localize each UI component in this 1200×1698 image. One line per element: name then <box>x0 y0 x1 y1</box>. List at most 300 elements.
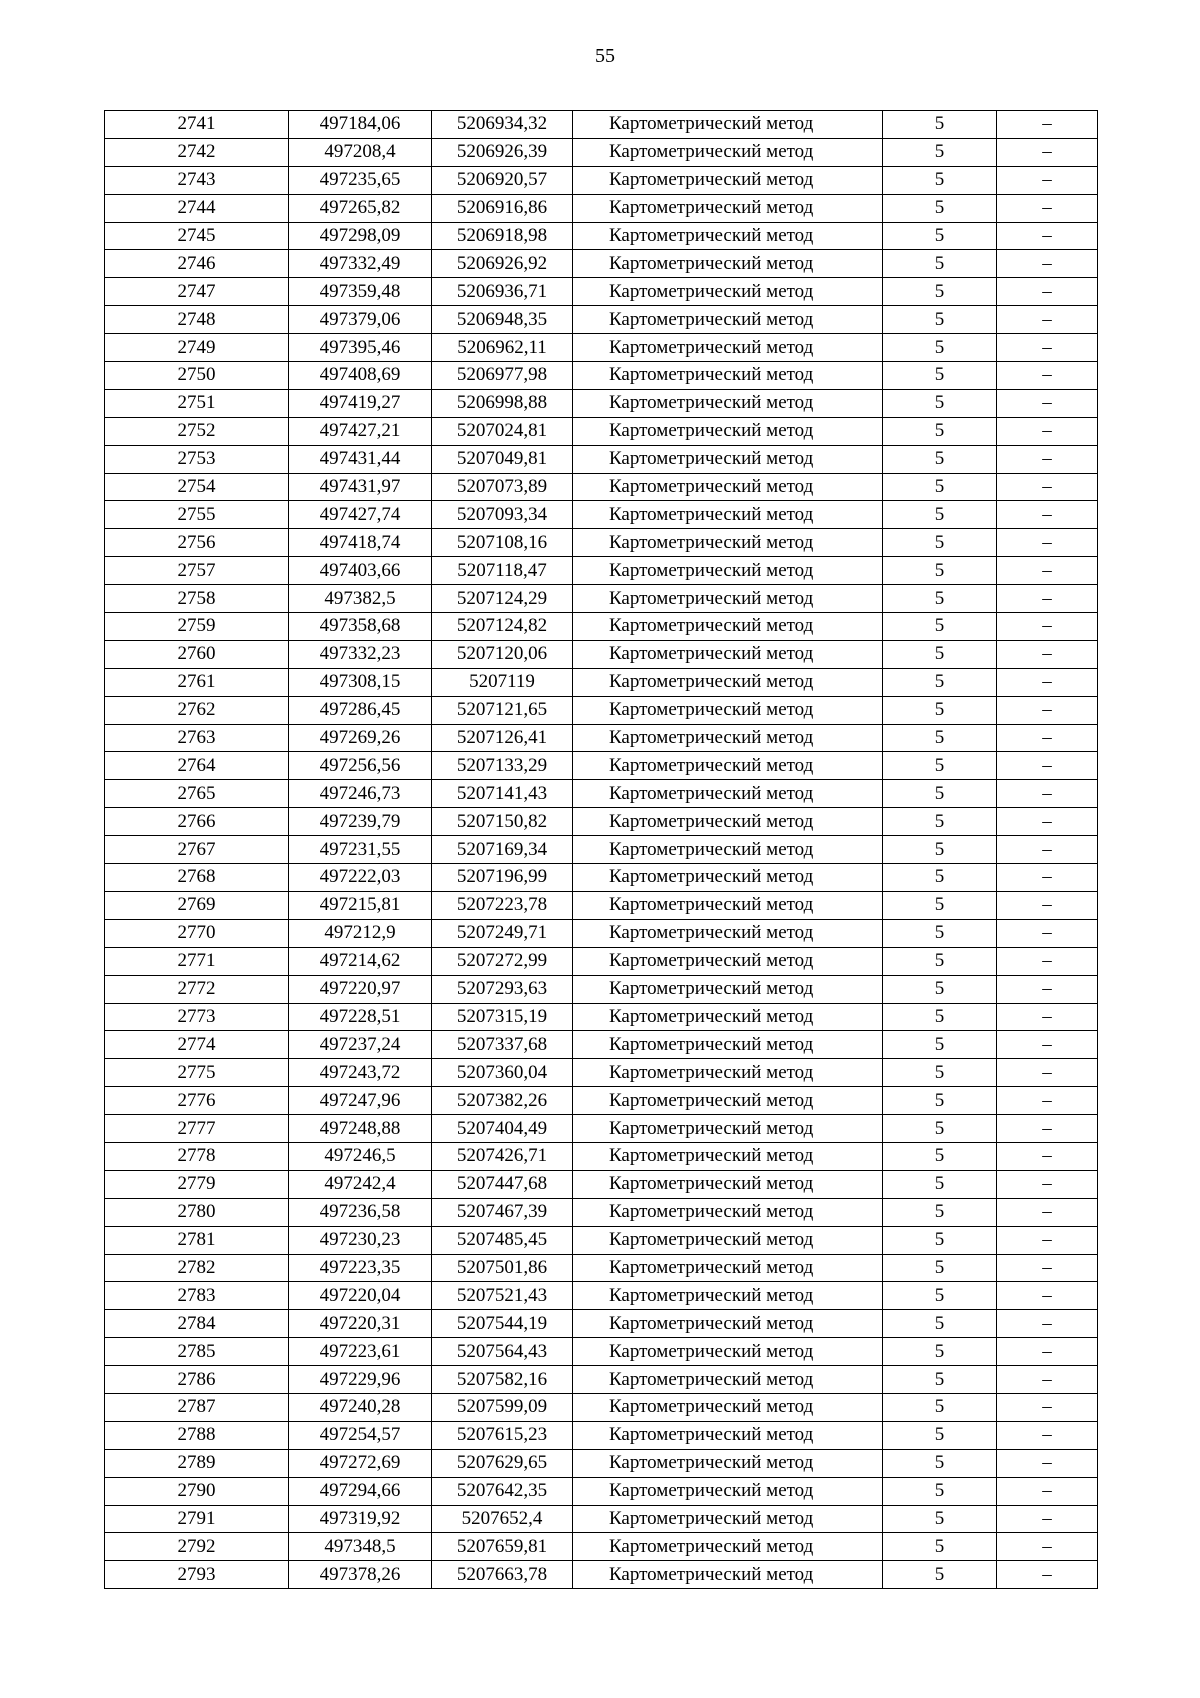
description-cell: – <box>997 891 1098 919</box>
description-cell: – <box>997 1087 1098 1115</box>
method-cell: Картометрический метод <box>573 864 883 892</box>
point-number-cell: 2787 <box>105 1393 289 1421</box>
x-coordinate-cell: 497359,48 <box>289 278 432 306</box>
description-cell: – <box>997 696 1098 724</box>
x-coordinate-cell: 497246,5 <box>289 1142 432 1170</box>
table-row <box>105 473 1098 501</box>
precision-cell: 5 <box>883 1226 997 1254</box>
description-cell: – <box>997 1505 1098 1533</box>
method-cell: Картометрический метод <box>573 473 883 501</box>
point-number-cell: 2773 <box>105 1003 289 1031</box>
table-row <box>105 696 1098 724</box>
description-cell: – <box>997 445 1098 473</box>
method-cell: Картометрический метод <box>573 389 883 417</box>
table-row <box>105 585 1098 613</box>
precision-cell: 5 <box>883 111 997 139</box>
table-row <box>105 975 1098 1003</box>
x-coordinate-cell: 497298,09 <box>289 222 432 250</box>
description-cell: – <box>997 1226 1098 1254</box>
method-cell: Картометрический метод <box>573 752 883 780</box>
point-number-cell: 2784 <box>105 1310 289 1338</box>
x-coordinate-cell: 497286,45 <box>289 696 432 724</box>
y-coordinate-cell: 5206936,71 <box>432 278 573 306</box>
table-row <box>105 557 1098 585</box>
y-coordinate-cell: 5207118,47 <box>432 557 573 585</box>
point-number-cell: 2775 <box>105 1059 289 1087</box>
method-cell: Картометрический метод <box>573 1338 883 1366</box>
y-coordinate-cell: 5207119 <box>432 668 573 696</box>
method-cell: Картометрический метод <box>573 668 883 696</box>
precision-cell: 5 <box>883 1533 997 1561</box>
y-coordinate-cell: 5207124,29 <box>432 585 573 613</box>
table-row <box>105 1477 1098 1505</box>
description-cell: – <box>997 250 1098 278</box>
point-number-cell: 2741 <box>105 111 289 139</box>
y-coordinate-cell: 5207663,78 <box>432 1561 573 1589</box>
point-number-cell: 2776 <box>105 1087 289 1115</box>
precision-cell: 5 <box>883 975 997 1003</box>
method-cell: Картометрический метод <box>573 1087 883 1115</box>
y-coordinate-cell: 5207404,49 <box>432 1115 573 1143</box>
point-number-cell: 2757 <box>105 557 289 585</box>
y-coordinate-cell: 5207426,71 <box>432 1142 573 1170</box>
x-coordinate-cell: 497294,66 <box>289 1477 432 1505</box>
x-coordinate-cell: 497223,35 <box>289 1254 432 1282</box>
table-row <box>105 529 1098 557</box>
description-cell: – <box>997 1142 1098 1170</box>
x-coordinate-cell: 497332,23 <box>289 640 432 668</box>
method-cell: Картометрический метод <box>573 1282 883 1310</box>
description-cell: – <box>997 417 1098 445</box>
description-cell: – <box>997 1561 1098 1589</box>
point-number-cell: 2772 <box>105 975 289 1003</box>
table-row <box>105 1115 1098 1143</box>
point-number-cell: 2767 <box>105 836 289 864</box>
precision-cell: 5 <box>883 1282 997 1310</box>
x-coordinate-cell: 497184,06 <box>289 111 432 139</box>
description-cell: – <box>997 222 1098 250</box>
point-number-cell: 2751 <box>105 389 289 417</box>
x-coordinate-cell: 497382,5 <box>289 585 432 613</box>
table-row <box>105 1310 1098 1338</box>
precision-cell: 5 <box>883 1059 997 1087</box>
method-cell: Картометрический метод <box>573 1561 883 1589</box>
precision-cell: 5 <box>883 166 997 194</box>
description-cell: – <box>997 473 1098 501</box>
table-row <box>105 864 1098 892</box>
y-coordinate-cell: 5206977,98 <box>432 362 573 390</box>
method-cell: Картометрический метод <box>573 808 883 836</box>
y-coordinate-cell: 5207521,43 <box>432 1282 573 1310</box>
table-row <box>105 501 1098 529</box>
method-cell: Картометрический метод <box>573 1505 883 1533</box>
table-row <box>105 780 1098 808</box>
y-coordinate-cell: 5206998,88 <box>432 389 573 417</box>
x-coordinate-cell: 497220,04 <box>289 1282 432 1310</box>
method-cell: Картометрический метод <box>573 1393 883 1421</box>
point-number-cell: 2786 <box>105 1366 289 1394</box>
x-coordinate-cell: 497395,46 <box>289 334 432 362</box>
table-row <box>105 1282 1098 1310</box>
description-cell: – <box>997 613 1098 641</box>
point-number-cell: 2745 <box>105 222 289 250</box>
precision-cell: 5 <box>883 473 997 501</box>
precision-cell: 5 <box>883 752 997 780</box>
coordinates-table-body <box>105 111 1098 1589</box>
method-cell: Картометрический метод <box>573 975 883 1003</box>
y-coordinate-cell: 5207126,41 <box>432 724 573 752</box>
table-row <box>105 222 1098 250</box>
y-coordinate-cell: 5207501,86 <box>432 1254 573 1282</box>
x-coordinate-cell: 497418,74 <box>289 529 432 557</box>
precision-cell: 5 <box>883 529 997 557</box>
point-number-cell: 2753 <box>105 445 289 473</box>
point-number-cell: 2750 <box>105 362 289 390</box>
y-coordinate-cell: 5206916,86 <box>432 194 573 222</box>
method-cell: Картометрический метод <box>573 1170 883 1198</box>
table-row <box>105 1449 1098 1477</box>
method-cell: Картометрический метод <box>573 919 883 947</box>
precision-cell: 5 <box>883 780 997 808</box>
method-cell: Картометрический метод <box>573 1254 883 1282</box>
point-number-cell: 2780 <box>105 1198 289 1226</box>
x-coordinate-cell: 497228,51 <box>289 1003 432 1031</box>
point-number-cell: 2761 <box>105 668 289 696</box>
method-cell: Картометрический метод <box>573 640 883 668</box>
method-cell: Картометрический метод <box>573 1198 883 1226</box>
method-cell: Картометрический метод <box>573 1477 883 1505</box>
x-coordinate-cell: 497269,26 <box>289 724 432 752</box>
point-number-cell: 2792 <box>105 1533 289 1561</box>
table-row <box>105 362 1098 390</box>
table-row <box>105 668 1098 696</box>
point-number-cell: 2777 <box>105 1115 289 1143</box>
description-cell: – <box>997 836 1098 864</box>
x-coordinate-cell: 497215,81 <box>289 891 432 919</box>
method-cell: Картометрический метод <box>573 1142 883 1170</box>
x-coordinate-cell: 497319,92 <box>289 1505 432 1533</box>
x-coordinate-cell: 497212,9 <box>289 919 432 947</box>
x-coordinate-cell: 497403,66 <box>289 557 432 585</box>
point-number-cell: 2783 <box>105 1282 289 1310</box>
table-row <box>105 613 1098 641</box>
table-row <box>105 138 1098 166</box>
method-cell: Картометрический метод <box>573 1449 883 1477</box>
table-row <box>105 194 1098 222</box>
precision-cell: 5 <box>883 334 997 362</box>
description-cell: – <box>997 1031 1098 1059</box>
method-cell: Картометрический метод <box>573 166 883 194</box>
table-row <box>105 808 1098 836</box>
point-number-cell: 2785 <box>105 1338 289 1366</box>
table-row <box>105 947 1098 975</box>
point-number-cell: 2759 <box>105 613 289 641</box>
point-number-cell: 2765 <box>105 780 289 808</box>
table-row <box>105 1421 1098 1449</box>
x-coordinate-cell: 497431,44 <box>289 445 432 473</box>
x-coordinate-cell: 497242,4 <box>289 1170 432 1198</box>
table-row <box>105 1338 1098 1366</box>
x-coordinate-cell: 497223,61 <box>289 1338 432 1366</box>
description-cell: – <box>997 808 1098 836</box>
point-number-cell: 2749 <box>105 334 289 362</box>
precision-cell: 5 <box>883 1170 997 1198</box>
precision-cell: 5 <box>883 222 997 250</box>
precision-cell: 5 <box>883 250 997 278</box>
y-coordinate-cell: 5207337,68 <box>432 1031 573 1059</box>
precision-cell: 5 <box>883 557 997 585</box>
x-coordinate-cell: 497256,56 <box>289 752 432 780</box>
table-row <box>105 111 1098 139</box>
precision-cell: 5 <box>883 1393 997 1421</box>
x-coordinate-cell: 497246,73 <box>289 780 432 808</box>
method-cell: Картометрический метод <box>573 417 883 445</box>
precision-cell: 5 <box>883 1087 997 1115</box>
precision-cell: 5 <box>883 613 997 641</box>
precision-cell: 5 <box>883 1198 997 1226</box>
x-coordinate-cell: 497229,96 <box>289 1366 432 1394</box>
y-coordinate-cell: 5207447,68 <box>432 1170 573 1198</box>
method-cell: Картометрический метод <box>573 1533 883 1561</box>
description-cell: – <box>997 1533 1098 1561</box>
method-cell: Картометрический метод <box>573 222 883 250</box>
table-row <box>105 1561 1098 1589</box>
point-number-cell: 2744 <box>105 194 289 222</box>
table-row <box>105 891 1098 919</box>
table-row <box>105 250 1098 278</box>
point-number-cell: 2743 <box>105 166 289 194</box>
description-cell: – <box>997 668 1098 696</box>
description-cell: – <box>997 1198 1098 1226</box>
table-row <box>105 306 1098 334</box>
description-cell: – <box>997 194 1098 222</box>
x-coordinate-cell: 497348,5 <box>289 1533 432 1561</box>
table-row <box>105 334 1098 362</box>
point-number-cell: 2747 <box>105 278 289 306</box>
table-row <box>105 836 1098 864</box>
table-row <box>105 1059 1098 1087</box>
point-number-cell: 2742 <box>105 138 289 166</box>
precision-cell: 5 <box>883 808 997 836</box>
precision-cell: 5 <box>883 640 997 668</box>
table-row <box>105 752 1098 780</box>
description-cell: – <box>997 1393 1098 1421</box>
description-cell: – <box>997 1449 1098 1477</box>
precision-cell: 5 <box>883 1142 997 1170</box>
y-coordinate-cell: 5207315,19 <box>432 1003 573 1031</box>
precision-cell: 5 <box>883 919 997 947</box>
precision-cell: 5 <box>883 724 997 752</box>
table-row <box>105 445 1098 473</box>
method-cell: Картометрический метод <box>573 445 883 473</box>
method-cell: Картометрический метод <box>573 1115 883 1143</box>
description-cell: – <box>997 919 1098 947</box>
method-cell: Картометрический метод <box>573 334 883 362</box>
x-coordinate-cell: 497220,97 <box>289 975 432 1003</box>
y-coordinate-cell: 5207652,4 <box>432 1505 573 1533</box>
point-number-cell: 2778 <box>105 1142 289 1170</box>
precision-cell: 5 <box>883 1505 997 1533</box>
precision-cell: 5 <box>883 389 997 417</box>
y-coordinate-cell: 5206948,35 <box>432 306 573 334</box>
description-cell: – <box>997 1003 1098 1031</box>
point-number-cell: 2758 <box>105 585 289 613</box>
point-number-cell: 2762 <box>105 696 289 724</box>
method-cell: Картометрический метод <box>573 585 883 613</box>
x-coordinate-cell: 497308,15 <box>289 668 432 696</box>
method-cell: Картометрический метод <box>573 1031 883 1059</box>
method-cell: Картометрический метод <box>573 557 883 585</box>
x-coordinate-cell: 497358,68 <box>289 613 432 641</box>
y-coordinate-cell: 5206926,39 <box>432 138 573 166</box>
method-cell: Картометрический метод <box>573 194 883 222</box>
y-coordinate-cell: 5207272,99 <box>432 947 573 975</box>
y-coordinate-cell: 5207582,16 <box>432 1366 573 1394</box>
table-row <box>105 1170 1098 1198</box>
y-coordinate-cell: 5207223,78 <box>432 891 573 919</box>
table-row <box>105 1142 1098 1170</box>
y-coordinate-cell: 5206926,92 <box>432 250 573 278</box>
x-coordinate-cell: 497427,74 <box>289 501 432 529</box>
point-number-cell: 2746 <box>105 250 289 278</box>
precision-cell: 5 <box>883 1115 997 1143</box>
precision-cell: 5 <box>883 1003 997 1031</box>
description-cell: – <box>997 1477 1098 1505</box>
point-number-cell: 2770 <box>105 919 289 947</box>
method-cell: Картометрический метод <box>573 613 883 641</box>
x-coordinate-cell: 497214,62 <box>289 947 432 975</box>
table-row <box>105 1366 1098 1394</box>
y-coordinate-cell: 5207293,63 <box>432 975 573 1003</box>
point-number-cell: 2789 <box>105 1449 289 1477</box>
description-cell: – <box>997 138 1098 166</box>
precision-cell: 5 <box>883 1338 997 1366</box>
precision-cell: 5 <box>883 194 997 222</box>
x-coordinate-cell: 497419,27 <box>289 389 432 417</box>
table-row <box>105 278 1098 306</box>
x-coordinate-cell: 497427,21 <box>289 417 432 445</box>
description-cell: – <box>997 1366 1098 1394</box>
y-coordinate-cell: 5206934,32 <box>432 111 573 139</box>
description-cell: – <box>997 362 1098 390</box>
description-cell: – <box>997 306 1098 334</box>
description-cell: – <box>997 947 1098 975</box>
description-cell: – <box>997 864 1098 892</box>
y-coordinate-cell: 5207169,34 <box>432 836 573 864</box>
precision-cell: 5 <box>883 836 997 864</box>
precision-cell: 5 <box>883 445 997 473</box>
y-coordinate-cell: 5207133,29 <box>432 752 573 780</box>
method-cell: Картометрический метод <box>573 891 883 919</box>
point-number-cell: 2769 <box>105 891 289 919</box>
description-cell: – <box>997 166 1098 194</box>
table-row <box>105 1393 1098 1421</box>
method-cell: Картометрический метод <box>573 780 883 808</box>
precision-cell: 5 <box>883 501 997 529</box>
x-coordinate-cell: 497236,58 <box>289 1198 432 1226</box>
x-coordinate-cell: 497332,49 <box>289 250 432 278</box>
method-cell: Картометрический метод <box>573 1421 883 1449</box>
x-coordinate-cell: 497240,28 <box>289 1393 432 1421</box>
table-row <box>105 1087 1098 1115</box>
y-coordinate-cell: 5207150,82 <box>432 808 573 836</box>
method-cell: Картометрический метод <box>573 138 883 166</box>
x-coordinate-cell: 497243,72 <box>289 1059 432 1087</box>
y-coordinate-cell: 5207599,09 <box>432 1393 573 1421</box>
y-coordinate-cell: 5207659,81 <box>432 1533 573 1561</box>
y-coordinate-cell: 5207024,81 <box>432 417 573 445</box>
point-number-cell: 2790 <box>105 1477 289 1505</box>
table-row <box>105 166 1098 194</box>
y-coordinate-cell: 5207360,04 <box>432 1059 573 1087</box>
x-coordinate-cell: 497222,03 <box>289 864 432 892</box>
point-number-cell: 2768 <box>105 864 289 892</box>
method-cell: Картометрический метод <box>573 250 883 278</box>
table-row <box>105 1226 1098 1254</box>
precision-cell: 5 <box>883 417 997 445</box>
y-coordinate-cell: 5207093,34 <box>432 501 573 529</box>
point-number-cell: 2756 <box>105 529 289 557</box>
method-cell: Картометрический метод <box>573 947 883 975</box>
y-coordinate-cell: 5207108,16 <box>432 529 573 557</box>
precision-cell: 5 <box>883 696 997 724</box>
x-coordinate-cell: 497408,69 <box>289 362 432 390</box>
table-row <box>105 724 1098 752</box>
y-coordinate-cell: 5206962,11 <box>432 334 573 362</box>
point-number-cell: 2779 <box>105 1170 289 1198</box>
description-cell: – <box>997 585 1098 613</box>
point-number-cell: 2766 <box>105 808 289 836</box>
precision-cell: 5 <box>883 1477 997 1505</box>
precision-cell: 5 <box>883 668 997 696</box>
y-coordinate-cell: 5207564,43 <box>432 1338 573 1366</box>
y-coordinate-cell: 5207124,82 <box>432 613 573 641</box>
x-coordinate-cell: 497254,57 <box>289 1421 432 1449</box>
precision-cell: 5 <box>883 362 997 390</box>
method-cell: Картометрический метод <box>573 836 883 864</box>
x-coordinate-cell: 497247,96 <box>289 1087 432 1115</box>
point-number-cell: 2748 <box>105 306 289 334</box>
point-number-cell: 2754 <box>105 473 289 501</box>
point-number-cell: 2760 <box>105 640 289 668</box>
description-cell: – <box>997 1254 1098 1282</box>
description-cell: – <box>997 1310 1098 1338</box>
method-cell: Картометрический метод <box>573 306 883 334</box>
table-row <box>105 389 1098 417</box>
coordinates-table <box>104 110 1098 1589</box>
method-cell: Картометрический метод <box>573 1310 883 1338</box>
method-cell: Картометрический метод <box>573 696 883 724</box>
x-coordinate-cell: 497237,24 <box>289 1031 432 1059</box>
table-row <box>105 1198 1098 1226</box>
x-coordinate-cell: 497379,06 <box>289 306 432 334</box>
description-cell: – <box>997 278 1098 306</box>
description-cell: – <box>997 389 1098 417</box>
table-row <box>105 919 1098 947</box>
description-cell: – <box>997 1059 1098 1087</box>
point-number-cell: 2771 <box>105 947 289 975</box>
precision-cell: 5 <box>883 278 997 306</box>
table-row <box>105 1533 1098 1561</box>
table-row <box>105 1505 1098 1533</box>
point-number-cell: 2774 <box>105 1031 289 1059</box>
x-coordinate-cell: 497239,79 <box>289 808 432 836</box>
precision-cell: 5 <box>883 585 997 613</box>
y-coordinate-cell: 5206920,57 <box>432 166 573 194</box>
method-cell: Картометрический метод <box>573 1226 883 1254</box>
point-number-cell: 2781 <box>105 1226 289 1254</box>
method-cell: Картометрический метод <box>573 1059 883 1087</box>
